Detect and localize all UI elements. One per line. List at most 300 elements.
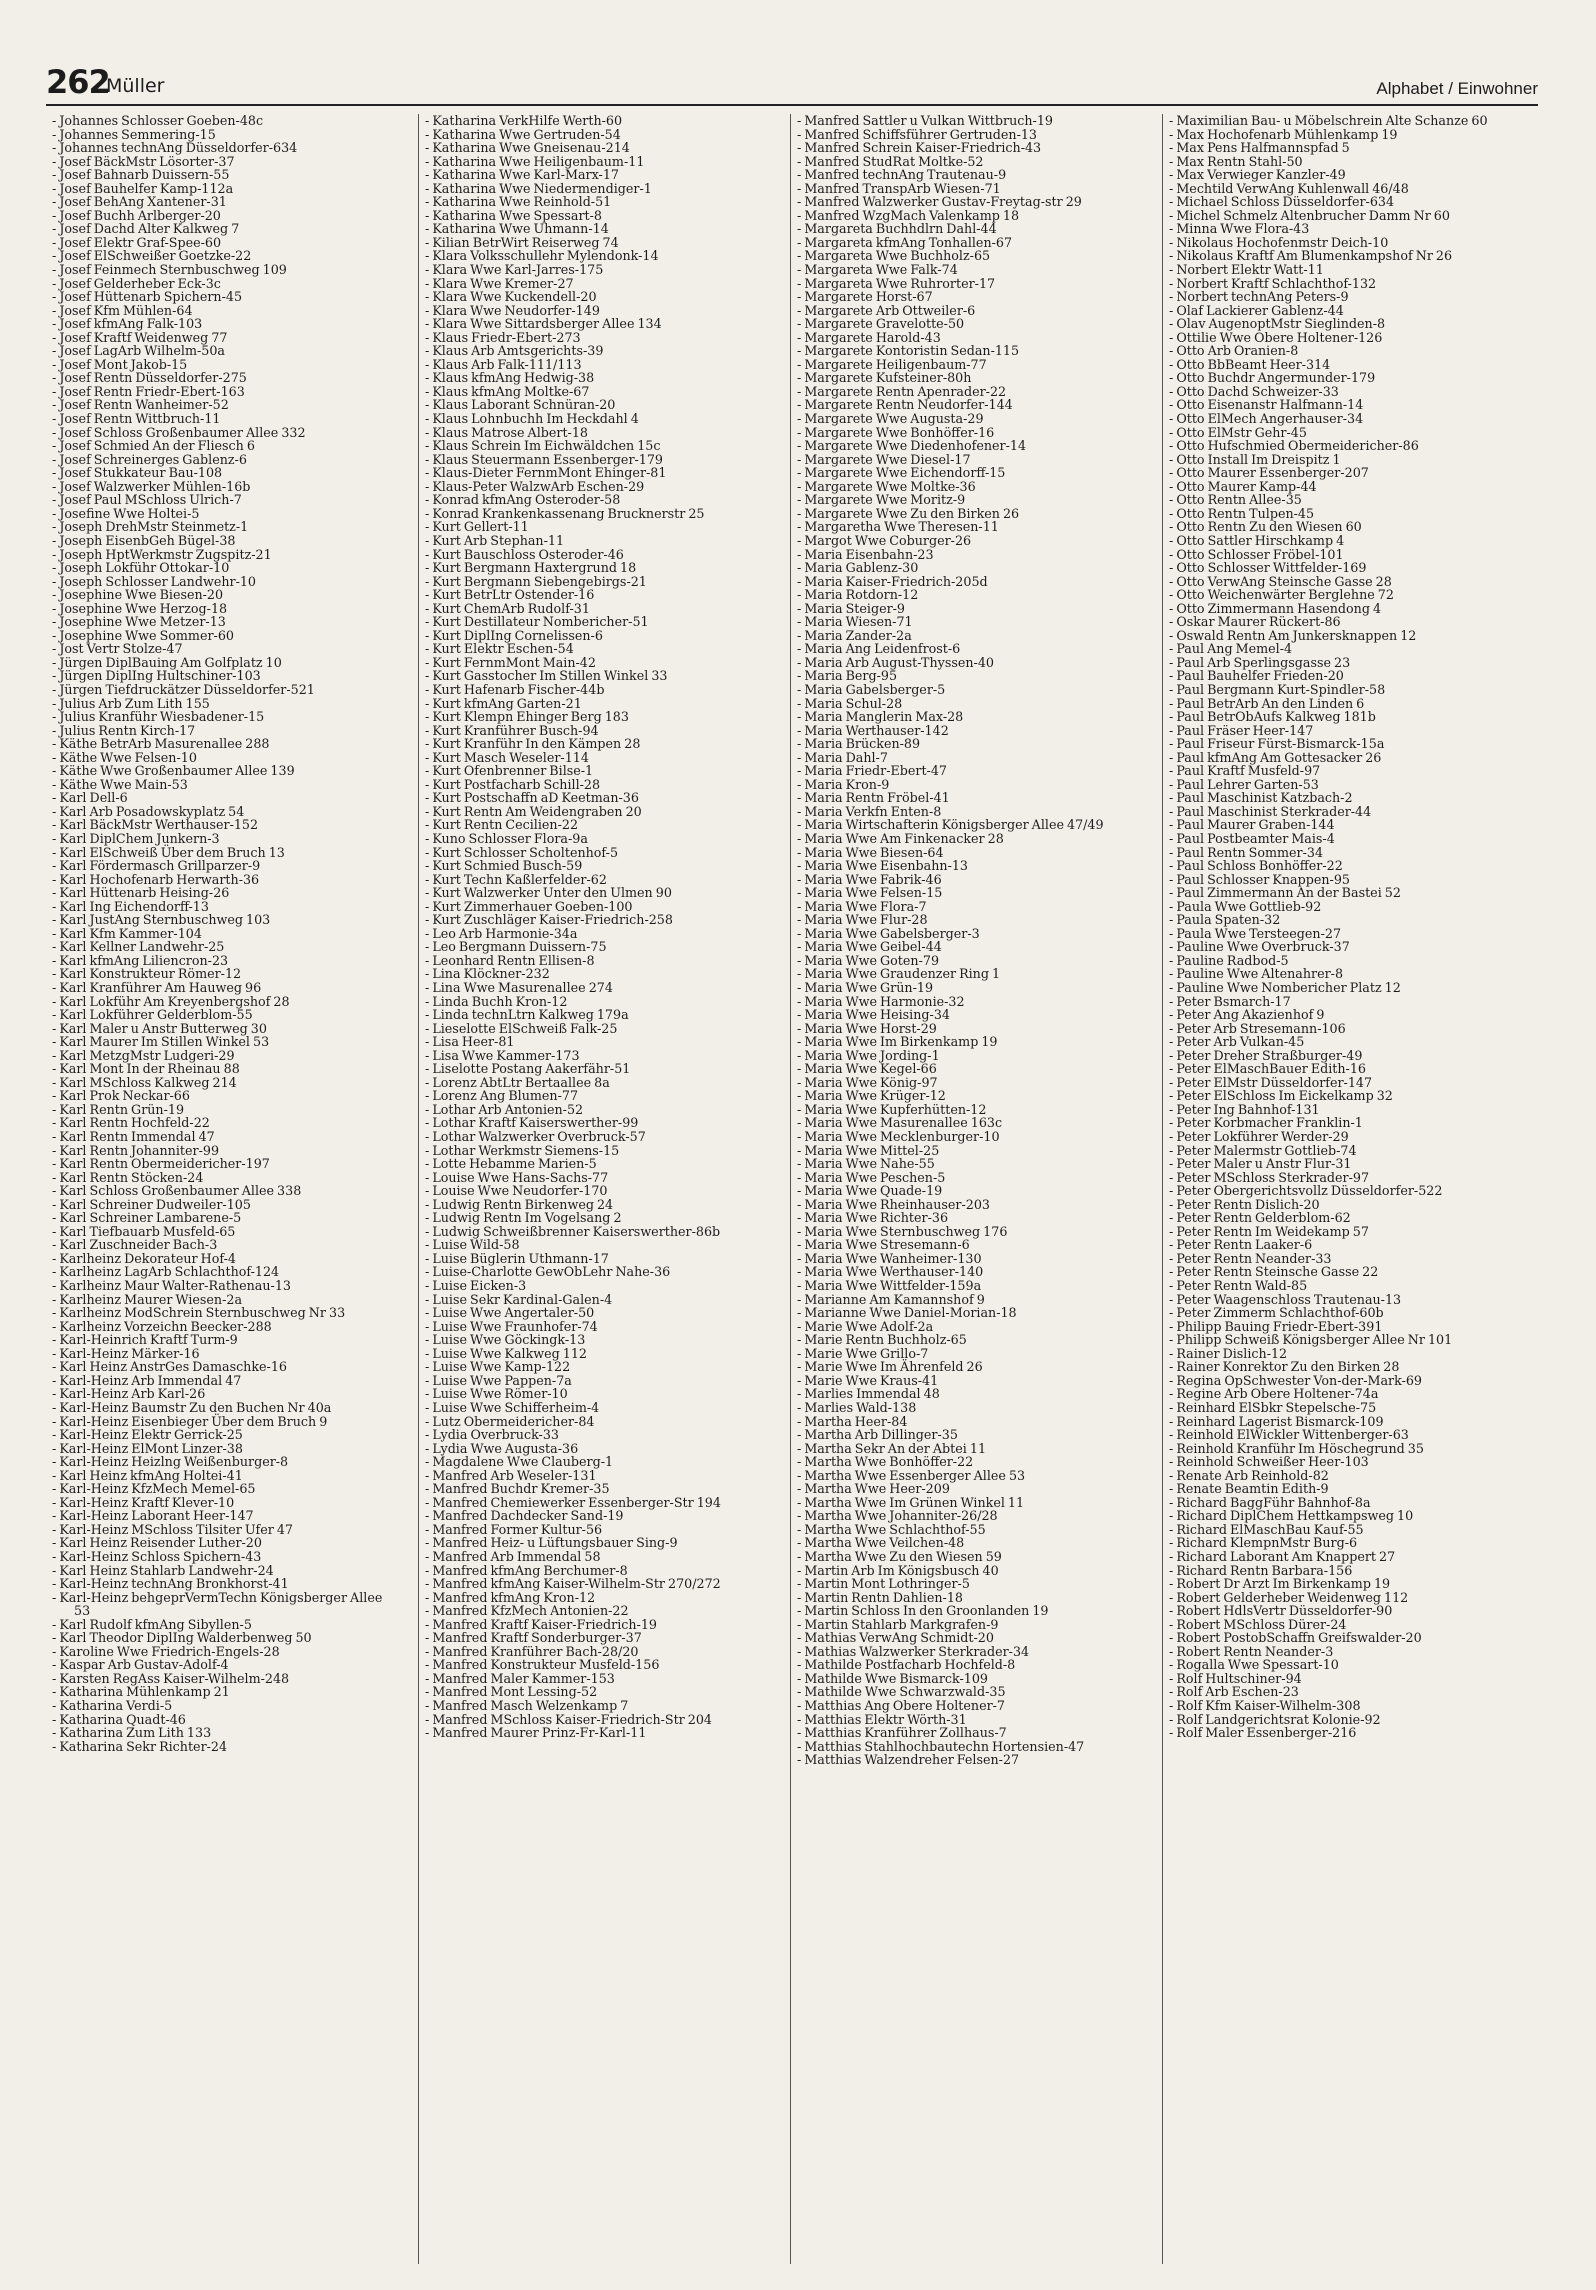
directory-entry: - Josef Kfm Mühlen-64	[52, 302, 193, 318]
directory-entry: - Manfred Dachdecker Sand-19	[425, 1508, 624, 1524]
directory-entry: - Kuno Schlosser Flora-9a	[425, 830, 588, 846]
directory-entry: - Lothar Arb Antonien-52	[425, 1101, 584, 1117]
directory-entry: - Peter Rentn Im Weidekamp 57	[1169, 1223, 1369, 1239]
directory-entry: - Paula Wwe Tersteegen-27	[1169, 925, 1342, 941]
directory-entry: - Luise Wwe Kamp-122	[425, 1359, 571, 1375]
directory-entry: - Julius Rentn Kirch-17	[52, 722, 196, 738]
directory-entry: - Manfred Kranführer Bach-28/20	[425, 1643, 639, 1659]
directory-entry: - Maria Wwe Heising-34	[797, 1007, 950, 1023]
directory-entry: - Margot Wwe Coburger-26	[797, 532, 972, 548]
directory-entry: - Manfred Former Kultur-56	[425, 1521, 603, 1537]
directory-entry: - Karl Konstrukteur Römer-12	[52, 966, 242, 982]
directory-entry: - Marie Wwe Kraus-41	[797, 1372, 939, 1388]
directory-entry: - Otto Schlosser Fröbel-101	[1169, 546, 1344, 562]
directory-entry: - Josef Feinmech Sternbuschweg 109	[52, 262, 287, 278]
directory-entry: - Manfred MSchloss Kaiser-Friedrich-Str 204	[425, 1711, 713, 1727]
directory-entry: - Karl Rentn Immendal 47	[52, 1129, 215, 1145]
section-title: Alphabet / Einwohner	[1376, 79, 1538, 98]
directory-entry: - Karl-Heinz behgeprVermTechn Königsberger Allee 53	[52, 1589, 383, 1619]
directory-entry: - Konrad Krankenkassenang Brucknerstr 25	[425, 505, 705, 521]
directory-entry: - Margarete Heiligenbaum-77	[797, 356, 987, 372]
directory-entry: - Karl BäckMstr Werthauser-152	[52, 817, 259, 833]
directory-entry: - Martha Wwe Essenberger Allee 53	[797, 1467, 1026, 1483]
directory-entry: - Margarete Wwe Zu den Birken 26	[797, 505, 1020, 521]
directory-entry: - Margarete Wwe Diedenhofener-14	[797, 438, 1027, 454]
directory-entry: - Julius Arb Zum Lith 155	[52, 695, 210, 711]
directory-entry: - Richard Laborant Am Knappert 27	[1169, 1548, 1396, 1564]
directory-entry: - Rainer Konrektor Zu den Birken 28	[1169, 1359, 1400, 1375]
directory-entry: - Richard BaggFühr Bahnhof-8a	[1169, 1494, 1371, 1510]
directory-entry: - Maria Ang Leidenfrost-6	[797, 641, 961, 657]
directory-entry: - Maria Wwe König-97	[797, 1074, 938, 1090]
directory-entry: - Norbert Elektr Watt-11	[1169, 262, 1324, 278]
column-2	[418, 114, 769, 2264]
directory-entry: - Maria Rentn Fröbel-41	[797, 790, 950, 806]
directory-entry: - Josef Rentn Wanheimer-52	[52, 397, 229, 413]
directory-entry: - Robert Rentn Neander-3	[1169, 1643, 1334, 1659]
directory-entry: - Maria Wwe Flur-28	[797, 912, 928, 928]
directory-entry: - Josef Elektr Graf-Spee-60	[52, 234, 222, 250]
directory-entry: - Karl JustAng Sternbuschweg 103	[52, 912, 271, 928]
directory-entry: - Maria Wwe Grün-19	[797, 980, 934, 995]
directory-entry: - Josef Walzwerker Mühlen-16b	[52, 478, 251, 494]
directory-entry: - Kurt Postschaffn aD Keetman-36	[425, 790, 639, 806]
directory-entry: - Karl ElSchweiß Über dem Bruch 13	[52, 844, 285, 860]
directory-entry: - Maria Kaiser-Friedrich-205d	[797, 573, 988, 589]
directory-entry: - Karl Heinz AnstrGes Damaschke-16	[52, 1359, 287, 1375]
directory-entry: - Kurt Arb Stephan-11	[425, 532, 565, 548]
directory-entry: - Kurt Ofenbrenner Bilse-1	[425, 763, 594, 779]
directory-entry: - Maria Steiger-9	[797, 600, 906, 616]
directory-entry: - Karl Heinz kfmAng Holtei-41	[52, 1467, 243, 1483]
directory-entry: - Marie Wwe Im Ährenfeld 26	[797, 1359, 983, 1375]
column-4	[1162, 114, 1539, 2264]
directory-entry: - Ludwig Rentn Birkenweg 24	[425, 1196, 614, 1212]
directory-entry: - Luise Wwe Angertaler-50	[425, 1305, 595, 1321]
directory-entry: - Karl Rudolf kfmAng Sibyllen-5	[52, 1616, 252, 1632]
directory-entry: - Kurt DiplIng Cornelissen-6	[425, 627, 603, 643]
directory-entry: - Leo Bergmann Duissern-75	[425, 939, 607, 955]
directory-entry: - Ludwig Rentn Im Vogelsang 2	[425, 1210, 622, 1226]
directory-entry: - Josef Paul MSchloss Ulrich-7	[52, 492, 242, 508]
directory-entry: - Johannes Schlosser Goeben-48c	[52, 114, 264, 128]
directory-entry: - Maria Eisenbahn-23	[797, 546, 934, 562]
directory-entry: - Maria Wwe Peschen-5	[797, 1169, 946, 1185]
directory-entry: - Rolf Arb Eschen-23	[1169, 1684, 1299, 1700]
directory-entry: - Peter Bsmarch-17	[1169, 993, 1291, 1009]
directory-entry: - Manfred StudRat Moltke-52	[797, 153, 984, 169]
directory-entry: - Luise Wild-58	[425, 1237, 520, 1253]
directory-entry: - Maria Wwe Im Birkenkamp 19	[797, 1034, 998, 1050]
directory-entry: - Josef Rentn Friedr-Ebert-163	[52, 383, 245, 399]
directory-entry: - Karl-Heinz Elektr Gerrick-25	[52, 1427, 243, 1443]
page-header	[46, 62, 1538, 106]
directory-entry: - Maria Wwe Masurenallee 163c	[797, 1115, 1003, 1131]
directory-entry: - Maria Wwe Richter-36	[797, 1210, 949, 1226]
directory-entry: - Manfred KfzMech Antonien-22	[425, 1603, 629, 1619]
directory-entry: - Peter Waagenschloss Trautenau-13	[1169, 1291, 1402, 1307]
directory-entry: - Paul Rentn Sommer-34	[1169, 844, 1324, 860]
directory-entry: - Karl kfmAng Liliencron-23	[52, 952, 229, 968]
directory-entry: - Josephine Wwe Metzer-13	[52, 614, 226, 630]
directory-entry: - Matthias Stahlhochbautechn Hortensien-47	[797, 1738, 1085, 1754]
directory-entry: - Max Rentn Stahl-50	[1169, 153, 1303, 169]
directory-entry: - Ludwig Schweißbrenner Kaiserswerther-86b	[425, 1223, 721, 1239]
directory-entry: - Otto Zimmermann Hasendong 4	[1169, 600, 1382, 616]
directory-entry: - Julius Kranführ Wiesbadener-15	[52, 709, 265, 725]
directory-entry: - Margarete Rentn Neudorfer-144	[797, 397, 1013, 413]
directory-entry: - Margarete Wwe Eichendorff-15	[797, 465, 1006, 481]
directory-entry: - Josephine Wwe Sommer-60	[52, 627, 234, 643]
directory-entry: - Maria Wwe Felsen-15	[797, 885, 943, 901]
directory-entry: - Lieselotte ElSchweiß Falk-25	[425, 1020, 618, 1036]
directory-entry: - Reinhard Lagerist Bismarck-109	[1169, 1413, 1384, 1429]
directory-entry: - Margarete Wwe Augusta-29	[797, 411, 984, 427]
directory-entry: - Lorenz AbtLtr Bertaallee 8a	[425, 1074, 610, 1090]
directory-entry: - Katharina Mühlenkamp 21	[52, 1684, 230, 1700]
directory-entry: - Manfred Heiz- u Lüftungsbauer Sing-9	[425, 1535, 678, 1551]
directory-entry: - Maria Friedr-Ebert-47	[797, 763, 947, 779]
directory-entry: - Kurt Walzwerker Unter den Ulmen 90	[425, 885, 672, 901]
directory-entry: - Katharina Wwe Heiligenbaum-11	[425, 153, 645, 169]
directory-entry: - Paul Schlosser Knappen-95	[1169, 871, 1350, 887]
directory-entry: - Kurt Gellert-11	[425, 519, 529, 535]
directory-entry: - Karl Mont In der Rheinau 88	[52, 1061, 240, 1077]
directory-entry: - Kurt Bergmann Siebengebirgs-21	[425, 573, 647, 589]
directory-entry: - Karl Fördermasch Grillparzer-9	[52, 858, 261, 874]
directory-entry: - Martin Rentn Dahlien-18	[797, 1589, 963, 1605]
directory-entry: - Margarete Harold-43	[797, 329, 941, 345]
directory-entry: - Margarete Arb Ottweiler-6	[797, 302, 976, 318]
directory-entry: - Maria Wwe Flora-7	[797, 898, 927, 914]
directory-entry: - Kaspar Arb Gustav-Adolf-4	[52, 1657, 229, 1673]
directory-entry: - Manfred TranspArb Wiesen-71	[797, 180, 1001, 196]
directory-entry: - Paul Maschinist Katzbach-2	[1169, 790, 1353, 806]
directory-entry: - Nikolaus Hochofenmstr Deich-10	[1169, 234, 1389, 250]
directory-entry: - Kurt Schlosser Scholtenhof-5	[425, 844, 619, 860]
directory-entry: - Karl-Heinz Eisenbieger Über dem Bruch 9	[52, 1413, 328, 1429]
directory-entry: - Peter Ang Akazienhof 9	[1169, 1007, 1325, 1023]
directory-entry: - Rolf Landgerichtsrat Kolonie-92	[1169, 1711, 1381, 1727]
directory-entry: - Karl-Heinz Arb Immendal 47	[52, 1372, 242, 1388]
directory-entry: - Karl Tiefbauarb Musfeld-65	[52, 1223, 236, 1239]
directory-entry: - Karl-Heinz ElMont Linzer-38	[52, 1440, 243, 1456]
directory-entry: - Kurt Postfacharb Schill-28	[425, 776, 601, 792]
directory-entry: - Martha Sekr An der Abtei 11	[797, 1440, 987, 1456]
directory-entry: - Louise Wwe Neudorfer-170	[425, 1183, 608, 1199]
directory-entry: - Karl-Heinz technAng Bronkhorst-41	[52, 1576, 289, 1592]
directory-entry: - Peter Rentn Dislich-20	[1169, 1196, 1320, 1212]
directory-entry: - Maria Wwe Geibel-44	[797, 939, 942, 955]
directory-entry: - Kurt Zimmerhauer Goeben-100	[425, 898, 633, 914]
directory-entry: - Margarete Wwe Bonhöffer-16	[797, 424, 995, 440]
directory-entry: - Kilian BetrWirt Reiserweg 74	[425, 234, 619, 250]
directory-entry: - Josef LagArb Wilhelm-50a	[52, 343, 225, 359]
directory-entry: - Martha Arb Dillinger-35	[797, 1427, 958, 1443]
directory-entry: - Käthe Wwe Felsen-10	[52, 749, 197, 765]
directory-entry: - Margareta Buchhdlrn Dahl-44	[797, 221, 997, 237]
directory-entry: - Margareta Wwe Buchholz-65	[797, 248, 991, 264]
directory-entry: - Manfred Mont Lessing-52	[425, 1684, 598, 1700]
directory-entry: - Karl Kranführer Am Hauweg 96	[52, 980, 262, 995]
directory-entry: - Robert Gelderheber Weidenweg 112	[1169, 1589, 1409, 1605]
directory-entry: - Josef Rentn Düsseldorfer-275	[52, 370, 247, 386]
directory-entry: - Karlheinz LagArb Schlachthof-124	[52, 1264, 280, 1280]
directory-entry: - Josef Stukkateur Bau-108	[52, 465, 223, 481]
directory-entry: - Margareta kfmAng Tonhallen-67	[797, 234, 1013, 250]
directory-entry: - Leonhard Rentn Ellisen-8	[425, 952, 595, 968]
directory-entry: - Reinhold ElWickler Wittenberger-63	[1169, 1427, 1409, 1443]
directory-entry: - Paul BetrObAufs Kalkweg 181b	[1169, 709, 1376, 725]
directory-entry: - Karl Rentn Grün-19	[52, 1101, 185, 1117]
directory-entry: - Klara Wwe Kremer-27	[425, 275, 574, 291]
directory-entry: - Karl Maurer Im Stillen Winkel 53	[52, 1034, 270, 1050]
directory-entry: - Maria Arb August-Thyssen-40	[797, 654, 994, 670]
directory-entry: - Max Verwieger Kanzler-49	[1169, 167, 1346, 183]
directory-entry: - Karl-Heinz Schloss Spichern-43	[52, 1548, 262, 1564]
directory-entry: - Oskar Maurer Rückert-86	[1169, 614, 1341, 630]
directory-entry: - Manfred Kraftf Kaiser-Friedrich-19	[425, 1616, 657, 1632]
directory-entry: - Karlheinz Dekorateur Hof-4	[52, 1250, 236, 1266]
directory-entry: - Maria Wwe Biesen-64	[797, 844, 944, 860]
directory-entry: - Klaus Matrose Albert-18	[425, 424, 588, 440]
directory-entry: - Renate Beamtin Edith-9	[1169, 1481, 1329, 1497]
directory-entry: - Karl Kellner Landwehr-25	[52, 939, 225, 955]
directory-entry: - Karl Rentn Stöcken-24	[52, 1169, 204, 1185]
directory-entry: - Reinhold Kranführ Im Höschegrund 35	[1169, 1440, 1424, 1456]
directory-entry: - Paul Lehrer Garten-53	[1169, 776, 1319, 792]
directory-entry: - Katharina Wwe Uhmann-14	[425, 221, 609, 237]
directory-entry: - Lothar Walzwerker Overbruck-57	[425, 1129, 646, 1145]
directory-entry: - Maria Wwe Mittel-25	[797, 1142, 940, 1158]
directory-entry: - Paula Spaten-32	[1169, 912, 1281, 928]
directory-entry: - Paul Ang Memel-4	[1169, 641, 1293, 657]
directory-entry: - Katharina Sekr Richter-24	[52, 1738, 228, 1754]
directory-entry: - Maria Wwe Fabrik-46	[797, 871, 942, 887]
directory-entry: - Karl Lokführ Am Kreyenbergshof 28	[52, 993, 290, 1009]
directory-entry: - Martha Wwe Im Grünen Winkel 11	[797, 1494, 1025, 1510]
directory-entry: - Otto Hufschmied Obermeidericher-86	[1169, 438, 1419, 454]
directory-entry: - Karl Hochofenarb Herwarth-36	[52, 871, 260, 887]
directory-entry: - Karl Maler u Anstr Butterweg 30	[52, 1020, 267, 1036]
directory-entry: - Jürgen DiplIng Hultschiner-103	[52, 668, 261, 684]
directory-entry: - Otto Rentn Tulpen-45	[1169, 505, 1315, 521]
directory-entry: - Manfred Kraftf Sonderburger-37	[425, 1630, 642, 1646]
directory-entry: - Regina OpSchwester Von-der-Mark-69	[1169, 1372, 1422, 1388]
directory-entry: - Richard KlempnMstr Burg-6	[1169, 1535, 1358, 1551]
directory-entry: - Paul BetrArb An den Linden 6	[1169, 695, 1365, 711]
directory-entry: - Peter Zimmerm Schlachthof-60b	[1169, 1305, 1384, 1321]
directory-entry: - Karlheinz ModSchrein Sternbuschweg Nr 33	[52, 1305, 346, 1321]
directory-entry: - Reinhard ElSbkr Stepelsche-75	[1169, 1399, 1377, 1415]
directory-entry: - Karl Arb Posadowskyplatz 54	[52, 803, 245, 819]
directory-entry: - Luise Wwe Pappen-7a	[425, 1372, 572, 1388]
directory-entry: - Maria Wwe Am Finkenacker 28	[797, 830, 1004, 846]
directory-entry: - Lisa Wwe Kammer-173	[425, 1047, 580, 1063]
directory-entry: - Klaus Lohnbuchh Im Heckdahl 4	[425, 411, 639, 427]
directory-entry: - Lothar Kraftf Kaiserswerther-99	[425, 1115, 639, 1131]
directory-entry: - Klara Volksschullehr Mylendonk-14	[425, 248, 659, 264]
directory-entry: - Maria Wiesen-71	[797, 614, 913, 630]
directory-entry: - Rainer Dislich-12	[1169, 1345, 1288, 1361]
directory-entry: - Richard DiplChem Hettkampsweg 10	[1169, 1508, 1414, 1524]
directory-entry: - Mathilde Postfacharb Hochfeld-8	[797, 1657, 1016, 1673]
directory-entry: - Philipp Bauing Friedr-Ebert-391	[1169, 1318, 1383, 1334]
directory-entry: - Minna Wwe Flora-43	[1169, 221, 1310, 237]
directory-entry: - Otto Sattler Hirschkamp 4	[1169, 532, 1345, 548]
directory-entry: - Manfred Sattler u Vulkan Wittbruch-19	[797, 114, 1053, 128]
directory-entry: - Karl Lokführer Gelderblom-55	[52, 1007, 253, 1023]
directory-entry: - Margarete Wwe Moltke-36	[797, 478, 976, 494]
directory-entry: - Klaus kfmAng Hedwig-38	[425, 370, 595, 386]
directory-entry: - Katharina Zum Lith 133	[52, 1725, 212, 1741]
directory-entry: - Karl Prok Neckar-66	[52, 1088, 190, 1104]
directory-entry: - Manfred Walzwerker Gustav-Freytag-str 29	[797, 194, 1082, 210]
directory-entry: - Karl Kfm Kammer-104	[52, 925, 202, 941]
directory-entry: - Maria Schul-28	[797, 695, 903, 711]
directory-entry: - Otto Weichenwärter Berglehne 72	[1169, 587, 1394, 603]
directory-entry: - Karoline Wwe Friedrich-Engels-28	[52, 1643, 280, 1659]
directory-entry: - Kurt Rentn Am Weidengraben 20	[425, 803, 642, 819]
directory-entry: - Margareta Wwe Falk-74	[797, 262, 958, 278]
directory-entry: - Josef Schloss Großenbaumer Allee 332	[52, 424, 306, 440]
directory-entry: - Karl-Heinrich Kraftf Turm-9	[52, 1332, 238, 1348]
directory-entry: - Luise Büglerin Uthmann-17	[425, 1250, 609, 1266]
directory-entry: - Martin Arb Im Königsbusch 40	[797, 1562, 999, 1578]
directory-entry: - Robert Dr Arzt Im Birkenkamp 19	[1169, 1576, 1391, 1592]
directory-entry: - Karl-Heinz Arb Karl-26	[52, 1386, 206, 1402]
directory-entry: - Paul Bauhelfer Frieden-20	[1169, 668, 1344, 684]
directory-entry: - Manfred Maler Kammer-153	[425, 1670, 615, 1686]
directory-entry: - Kurt Klempn Ehinger Berg 183	[425, 709, 629, 725]
directory-entry: - Klaus-Peter WalzwArb Eschen-29	[425, 478, 645, 494]
directory-entry: - Joseph HptWerkmstr Zugspitz-21	[52, 546, 272, 562]
directory-entry: - Maria Verkfn Enten-8	[797, 803, 942, 819]
directory-entry: - Josef ElSchweißer Goetzke-22	[52, 248, 252, 264]
directory-entry: - Maria Wwe Krüger-12	[797, 1088, 946, 1104]
directory-entry: - Louise Wwe Hans-Sachs-77	[425, 1169, 609, 1185]
directory-entry: - Klaus Friedr-Ebert-273	[425, 329, 581, 345]
directory-entry: - Marie Rentn Buchholz-65	[797, 1332, 967, 1348]
directory-entry: - Otto VerwAng Steinsche Gasse 28	[1169, 573, 1392, 589]
directory-entry: - Magdalene Wwe Clauberg-1	[425, 1454, 614, 1470]
directory-entry: - Peter Rentn Steinsche Gasse 22	[1169, 1264, 1379, 1280]
directory-entry: - Martha Wwe Schlachthof-55	[797, 1521, 986, 1537]
directory-entry: - Kurt Bauschloss Osteroder-46	[425, 546, 624, 562]
directory-entry: - Karl-Heinz Baumstr Zu den Buchen Nr 40a	[52, 1399, 332, 1415]
directory-entry: - Robert MSchloss Dürer-24	[1169, 1616, 1347, 1632]
directory-entry: - Maria Wwe Goten-79	[797, 952, 940, 968]
directory-entry: - Peter Lokführer Werder-29	[1169, 1129, 1349, 1145]
directory-entry: - Olav AugenoptMstr Sieglinden-8	[1169, 316, 1386, 332]
directory-entry: - Mechtild VerwAng Kuhlenwall 46/48	[1169, 180, 1409, 196]
directory-entry: - Martha Wwe Zu den Wiesen 59	[797, 1548, 1002, 1564]
directory-entry: - Maria Wwe Quade-19	[797, 1183, 943, 1199]
directory-entry: - Norbert Kraftf Schlachthof-132	[1169, 275, 1377, 291]
directory-entry: - Karl Schreiner Lambarene-5	[52, 1210, 242, 1226]
directory-entry: - Manfred Maurer Prinz-Fr-Karl-11	[425, 1725, 647, 1741]
directory-entry: - Peter Arb Stresemann-106	[1169, 1020, 1346, 1036]
directory-entry: - Mathilde Wwe Schwarzwald-35	[797, 1684, 1006, 1700]
directory-entry: - Johannes technAng Düsseldorfer-634	[52, 140, 298, 156]
directory-entry: - Peter Rentn Laaker-6	[1169, 1237, 1313, 1253]
directory-entry: - Klaus kfmAng Moltke-67	[425, 383, 590, 399]
directory-entry: - Manfred kfmAng Kron-12	[425, 1589, 596, 1605]
directory-columns	[46, 114, 1538, 2264]
directory-entry: - Otto Arb Oranien-8	[1169, 343, 1299, 359]
directory-entry: - Josephine Wwe Herzog-18	[52, 600, 228, 616]
directory-entry: - Karl DiplChem Junkern-3	[52, 830, 220, 846]
directory-entry: - Pauline Wwe Nombericher Platz 12	[1169, 980, 1401, 995]
directory-entry: - Jost Vertr Stolze-47	[52, 641, 183, 657]
directory-entry: - Peter ElSchloss Im Eickelkamp 32	[1169, 1088, 1393, 1104]
directory-entry: - Klara Wwe Kuckendell-20	[425, 289, 597, 305]
directory-entry: - Manfred technAng Trautenau-9	[797, 167, 1007, 183]
directory-entry: - Maria Dahl-7	[797, 749, 888, 765]
directory-entry: - Max Hochofenarb Mühlenkamp 19	[1169, 126, 1398, 142]
directory-entry: - Manfred Arb Weseler-131	[425, 1467, 597, 1483]
directory-entry: - Rolf Kfm Kaiser-Wilhelm-308	[1169, 1697, 1361, 1713]
directory-entry: - Maria Wwe Stresemann-6	[797, 1237, 970, 1253]
directory-entry: - Josef Bahnarb Duissern-55	[52, 167, 230, 183]
directory-entry: - Josef Bauhelfer Kamp-112a	[52, 180, 234, 196]
directory-entry: - Karl Schloss Großenbaumer Allee 338	[52, 1183, 302, 1199]
directory-entry: - Rogalla Wwe Spessart-10	[1169, 1657, 1339, 1673]
directory-entry: - Katharina Wwe Reinhold-51	[425, 194, 612, 210]
directory-entry: - Reinhold Schweißer Heer-103	[1169, 1454, 1369, 1470]
directory-entry: - Rolf Hultschiner-94	[1169, 1670, 1302, 1686]
directory-entry: - Kurt BetrLtr Ostender-16	[425, 587, 595, 603]
directory-entry: - Manfred Konstrukteur Musfeld-156	[425, 1657, 660, 1673]
directory-entry: - Kurt kfmAng Garten-21	[425, 695, 582, 711]
directory-entry: - Karl-Heinz KfzMech Memel-65	[52, 1481, 256, 1497]
directory-entry: - Marie Wwe Grillo-7	[797, 1345, 929, 1361]
directory-entry: - Pauline Wwe Altenahrer-8	[1169, 966, 1344, 982]
directory-entry: - Kurt Techn Kaßlerfelder-62	[425, 871, 607, 887]
directory-entry: - Manfred Schiffsführer Gertruden-13	[797, 126, 1038, 142]
directory-entry: - Joseph Lokführ Ottokar-10	[52, 560, 230, 576]
directory-entry: - Karl-Heinz MSchloss Tilsiter Ufer 47	[52, 1521, 293, 1537]
directory-entry: - Pauline Wwe Overbruck-37	[1169, 939, 1350, 955]
directory-entry: - Peter Malermstr Gottlieb-74	[1169, 1142, 1357, 1158]
directory-entry: - Kurt Elektr Eschen-54	[425, 641, 574, 657]
surname-heading: Müller	[106, 75, 165, 97]
directory-entry: - Paul Schloss Bonhöffer-22	[1169, 858, 1343, 874]
directory-entry: - Luise-Charlotte GewObLehr Nahe-36	[425, 1264, 671, 1280]
directory-entry: - Paul Zimmermann An der Bastei 52	[1169, 885, 1401, 901]
directory-entry: - Maria Manglerin Max-28	[797, 709, 964, 725]
directory-entry: - Otto Schlosser Wittfelder-169	[1169, 560, 1367, 576]
directory-entry: - Katharina Wwe Gneisenau-214	[425, 140, 630, 156]
directory-entry: - Marlies Immendal 48	[797, 1386, 940, 1402]
directory-entry: - Margareta Wwe Ruhrorter-17	[797, 275, 996, 291]
directory-entry: - Margarete Horst-67	[797, 289, 933, 305]
column-1	[46, 114, 396, 2264]
directory-entry: - Josef Kraftf Weidenweg 77	[52, 329, 228, 345]
directory-entry: - Mathias VerwAng Schmidt-20	[797, 1630, 994, 1646]
directory-entry: - Karlheinz Vorzeichn Beecker-288	[52, 1318, 272, 1334]
directory-entry: - Maria Rotdorn-12	[797, 587, 919, 603]
directory-entry: - Karl Rentn Johanniter-99	[52, 1142, 220, 1158]
directory-entry: - Klaus Arb Falk-111/113	[425, 356, 582, 372]
directory-entry: - Johannes Semmering-15	[52, 126, 216, 142]
directory-entry: - Lydia Overbruck-33	[425, 1427, 559, 1443]
directory-entry: - Karl Zuschneider Bach-3	[52, 1237, 218, 1253]
directory-entry: - Maria Wwe Sternbuschweg 176	[797, 1223, 1008, 1239]
directory-entry: - Luise Wwe Fraunhofer-74	[425, 1318, 598, 1334]
directory-entry: - Klara Wwe Karl-Jarres-175	[425, 262, 604, 278]
directory-entry: - Michael Schloss Düsseldorfer-634	[1169, 194, 1395, 210]
